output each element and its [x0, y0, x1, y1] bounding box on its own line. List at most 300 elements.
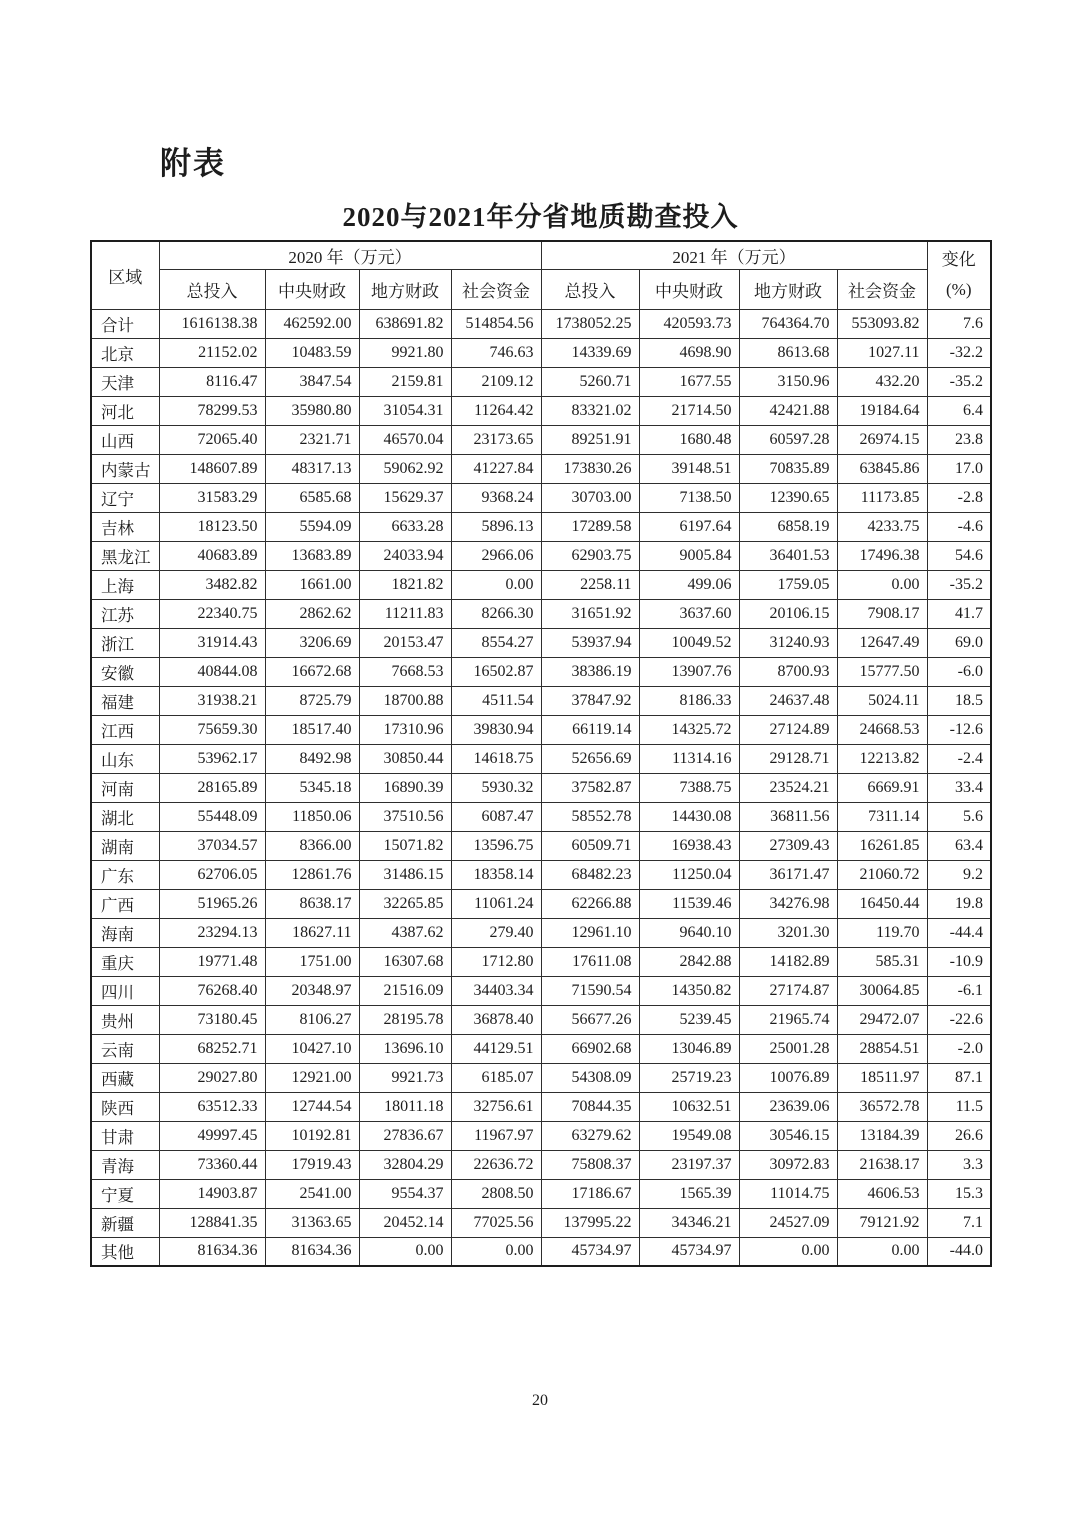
table-row: [91, 309, 991, 338]
value-cell: 25719.23: [639, 1063, 739, 1092]
value-cell: 23294.13: [159, 918, 265, 947]
value-cell: 21516.09: [359, 976, 451, 1005]
value-cell: 9005.84: [639, 541, 739, 570]
change-cell: 11.5: [927, 1092, 991, 1121]
region-cell: 海南: [91, 918, 159, 947]
value-cell: 1712.80: [451, 947, 541, 976]
region-cell: 广西: [91, 889, 159, 918]
value-cell: 17310.96: [359, 715, 451, 744]
change-cell: 3.3: [927, 1150, 991, 1179]
sub-header-local-2020: 地方财政: [359, 269, 451, 309]
change-cell: 7.1: [927, 1208, 991, 1237]
value-cell: 75659.30: [159, 715, 265, 744]
value-cell: 63845.86: [837, 454, 927, 483]
investment-table: [90, 240, 992, 1267]
value-cell: 75808.37: [541, 1150, 639, 1179]
value-cell: 71590.54: [541, 976, 639, 1005]
value-cell: 8366.00: [265, 831, 359, 860]
value-cell: 63279.62: [541, 1121, 639, 1150]
change-cell: 54.6: [927, 541, 991, 570]
value-cell: 48317.13: [265, 454, 359, 483]
change-cell: 5.6: [927, 802, 991, 831]
value-cell: 68252.71: [159, 1034, 265, 1063]
value-cell: 18517.40: [265, 715, 359, 744]
table-row: [91, 1063, 991, 1092]
value-cell: 30064.85: [837, 976, 927, 1005]
value-cell: 14903.87: [159, 1179, 265, 1208]
region-cell: 辽宁: [91, 483, 159, 512]
value-cell: 70844.35: [541, 1092, 639, 1121]
value-cell: 5896.13: [451, 512, 541, 541]
value-cell: 3637.60: [639, 599, 739, 628]
table-row: [91, 1208, 991, 1237]
value-cell: 13046.89: [639, 1034, 739, 1063]
region-cell: 河南: [91, 773, 159, 802]
value-cell: 10632.51: [639, 1092, 739, 1121]
table-row: [91, 1150, 991, 1179]
value-cell: 8116.47: [159, 367, 265, 396]
change-cell: 18.5: [927, 686, 991, 715]
value-cell: 25001.28: [739, 1034, 837, 1063]
value-cell: 14339.69: [541, 338, 639, 367]
value-cell: 420593.73: [639, 309, 739, 338]
value-cell: 45734.97: [541, 1237, 639, 1266]
value-cell: 137995.22: [541, 1208, 639, 1237]
value-cell: 8186.33: [639, 686, 739, 715]
table-row: [91, 367, 991, 396]
change-cell: -4.6: [927, 512, 991, 541]
change-cell: -10.9: [927, 947, 991, 976]
region-cell: 西藏: [91, 1063, 159, 1092]
value-cell: 8638.17: [265, 889, 359, 918]
value-cell: 5345.18: [265, 773, 359, 802]
value-cell: 119.70: [837, 918, 927, 947]
value-cell: 31914.43: [159, 628, 265, 657]
value-cell: 6858.19: [739, 512, 837, 541]
value-cell: 39830.94: [451, 715, 541, 744]
region-cell: 江苏: [91, 599, 159, 628]
value-cell: 10192.81: [265, 1121, 359, 1150]
value-cell: 21714.50: [639, 396, 739, 425]
value-cell: 11264.42: [451, 396, 541, 425]
value-cell: 35980.80: [265, 396, 359, 425]
table-row: [91, 686, 991, 715]
value-cell: 73180.45: [159, 1005, 265, 1034]
value-cell: 27124.89: [739, 715, 837, 744]
table-row: [91, 657, 991, 686]
value-cell: 11061.24: [451, 889, 541, 918]
value-cell: 1661.00: [265, 570, 359, 599]
table-row: [91, 802, 991, 831]
value-cell: 2258.11: [541, 570, 639, 599]
value-cell: 5239.45: [639, 1005, 739, 1034]
table-row: [91, 570, 991, 599]
change-cell: -35.2: [927, 570, 991, 599]
value-cell: 11314.16: [639, 744, 739, 773]
change-cell: 63.4: [927, 831, 991, 860]
value-cell: 31938.21: [159, 686, 265, 715]
value-cell: 553093.82: [837, 309, 927, 338]
value-cell: 16938.43: [639, 831, 739, 860]
change-header-unit: (%): [946, 280, 972, 300]
change-cell: 9.2: [927, 860, 991, 889]
value-cell: 18627.11: [265, 918, 359, 947]
value-cell: 24637.48: [739, 686, 837, 715]
value-cell: 40844.08: [159, 657, 265, 686]
value-cell: 21965.74: [739, 1005, 837, 1034]
region-cell: 甘肃: [91, 1121, 159, 1150]
value-cell: 10076.89: [739, 1063, 837, 1092]
value-cell: 3206.69: [265, 628, 359, 657]
value-cell: 66119.14: [541, 715, 639, 744]
value-cell: 2159.81: [359, 367, 451, 396]
value-cell: 5024.11: [837, 686, 927, 715]
change-cell: -6.1: [927, 976, 991, 1005]
value-cell: 2321.71: [265, 425, 359, 454]
value-cell: 1677.55: [639, 367, 739, 396]
table-row: [91, 338, 991, 367]
change-cell: -35.2: [927, 367, 991, 396]
value-cell: 38386.19: [541, 657, 639, 686]
region-cell: 安徽: [91, 657, 159, 686]
value-cell: 60509.71: [541, 831, 639, 860]
value-cell: 1751.00: [265, 947, 359, 976]
table-header: [91, 241, 991, 309]
table-row: [91, 1121, 991, 1150]
value-cell: 31363.65: [265, 1208, 359, 1237]
value-cell: 45734.97: [639, 1237, 739, 1266]
region-cell: 湖北: [91, 802, 159, 831]
value-cell: 23197.37: [639, 1150, 739, 1179]
value-cell: 462592.00: [265, 309, 359, 338]
value-cell: 31054.31: [359, 396, 451, 425]
value-cell: 638691.82: [359, 309, 451, 338]
change-cell: -12.6: [927, 715, 991, 744]
sub-header-total-2020: 总投入: [159, 269, 265, 309]
value-cell: 52656.69: [541, 744, 639, 773]
value-cell: 23173.65: [451, 425, 541, 454]
table-row: [91, 773, 991, 802]
value-cell: 3150.96: [739, 367, 837, 396]
value-cell: 3847.54: [265, 367, 359, 396]
table-row: [91, 744, 991, 773]
value-cell: 6197.64: [639, 512, 739, 541]
value-cell: 24668.53: [837, 715, 927, 744]
value-cell: 11173.85: [837, 483, 927, 512]
region-cell: 云南: [91, 1034, 159, 1063]
region-cell: 新疆: [91, 1208, 159, 1237]
value-cell: 5260.71: [541, 367, 639, 396]
value-cell: 16672.68: [265, 657, 359, 686]
value-cell: 11211.83: [359, 599, 451, 628]
value-cell: 83321.02: [541, 396, 639, 425]
value-cell: 30972.83: [739, 1150, 837, 1179]
value-cell: 72065.40: [159, 425, 265, 454]
value-cell: 37034.57: [159, 831, 265, 860]
value-cell: 18011.18: [359, 1092, 451, 1121]
value-cell: 32265.85: [359, 889, 451, 918]
value-cell: 36171.47: [739, 860, 837, 889]
table-row: [91, 1034, 991, 1063]
value-cell: 4511.54: [451, 686, 541, 715]
value-cell: 9921.73: [359, 1063, 451, 1092]
value-cell: 53937.94: [541, 628, 639, 657]
value-cell: 11539.46: [639, 889, 739, 918]
value-cell: 21638.17: [837, 1150, 927, 1179]
value-cell: 2109.12: [451, 367, 541, 396]
value-cell: 28854.51: [837, 1034, 927, 1063]
value-cell: 2862.62: [265, 599, 359, 628]
value-cell: 13596.75: [451, 831, 541, 860]
value-cell: 2842.88: [639, 947, 739, 976]
value-cell: 37510.56: [359, 802, 451, 831]
table-row: [91, 541, 991, 570]
value-cell: 6633.28: [359, 512, 451, 541]
region-cell: 宁夏: [91, 1179, 159, 1208]
value-cell: 8106.27: [265, 1005, 359, 1034]
value-cell: 18123.50: [159, 512, 265, 541]
value-cell: 36811.56: [739, 802, 837, 831]
value-cell: 9921.80: [359, 338, 451, 367]
year-2021-group-header: 2021 年（万元）: [541, 241, 927, 269]
value-cell: 2808.50: [451, 1179, 541, 1208]
table-row: [91, 860, 991, 889]
value-cell: 66902.68: [541, 1034, 639, 1063]
value-cell: 1821.82: [359, 570, 451, 599]
table-row: [91, 715, 991, 744]
value-cell: 56677.26: [541, 1005, 639, 1034]
table-row: [91, 512, 991, 541]
change-cell: -44.4: [927, 918, 991, 947]
value-cell: 70835.89: [739, 454, 837, 483]
value-cell: 14325.72: [639, 715, 739, 744]
table-body: [91, 309, 991, 1266]
value-cell: 1565.39: [639, 1179, 739, 1208]
value-cell: 62266.88: [541, 889, 639, 918]
change-cell: -32.2: [927, 338, 991, 367]
value-cell: 2541.00: [265, 1179, 359, 1208]
value-cell: 31486.15: [359, 860, 451, 889]
value-cell: 31240.93: [739, 628, 837, 657]
value-cell: 1616138.38: [159, 309, 265, 338]
value-cell: 15777.50: [837, 657, 927, 686]
value-cell: 17919.43: [265, 1150, 359, 1179]
value-cell: 1027.11: [837, 338, 927, 367]
value-cell: 12961.10: [541, 918, 639, 947]
change-cell: -22.6: [927, 1005, 991, 1034]
page-number: 20: [532, 1392, 548, 1409]
value-cell: 4233.75: [837, 512, 927, 541]
value-cell: 26974.15: [837, 425, 927, 454]
region-cell: 青海: [91, 1150, 159, 1179]
value-cell: 55448.09: [159, 802, 265, 831]
value-cell: 14430.08: [639, 802, 739, 831]
value-cell: 4606.53: [837, 1179, 927, 1208]
change-column-header: [927, 241, 991, 309]
region-cell: 四川: [91, 976, 159, 1005]
value-cell: 7668.53: [359, 657, 451, 686]
value-cell: 22636.72: [451, 1150, 541, 1179]
value-cell: 8700.93: [739, 657, 837, 686]
value-cell: 8725.79: [265, 686, 359, 715]
value-cell: 23524.21: [739, 773, 837, 802]
value-cell: 1759.05: [739, 570, 837, 599]
value-cell: 59062.92: [359, 454, 451, 483]
value-cell: 28165.89: [159, 773, 265, 802]
table-row: [91, 396, 991, 425]
value-cell: 27174.87: [739, 976, 837, 1005]
value-cell: 17186.67: [541, 1179, 639, 1208]
value-cell: 31651.92: [541, 599, 639, 628]
region-cell: 湖南: [91, 831, 159, 860]
sub-header-total-2021: 总投入: [541, 269, 639, 309]
change-cell: 7.6: [927, 309, 991, 338]
value-cell: 18511.97: [837, 1063, 927, 1092]
value-cell: 279.40: [451, 918, 541, 947]
change-cell: -44.0: [927, 1237, 991, 1266]
value-cell: 76268.40: [159, 976, 265, 1005]
value-cell: 15071.82: [359, 831, 451, 860]
table-row: [91, 425, 991, 454]
value-cell: 11967.97: [451, 1121, 541, 1150]
value-cell: 1738052.25: [541, 309, 639, 338]
table-row: [91, 628, 991, 657]
value-cell: 24033.94: [359, 541, 451, 570]
value-cell: 0.00: [739, 1237, 837, 1266]
value-cell: 10483.59: [265, 338, 359, 367]
attachment-label: 附表: [160, 146, 226, 181]
value-cell: 12390.65: [739, 483, 837, 512]
change-cell: -2.0: [927, 1034, 991, 1063]
region-cell: 河北: [91, 396, 159, 425]
value-cell: 9554.37: [359, 1179, 451, 1208]
change-header-label: 变化: [941, 250, 976, 270]
sub-header-social-2020: 社会资金: [451, 269, 541, 309]
table-row: [91, 1092, 991, 1121]
value-cell: 16502.87: [451, 657, 541, 686]
value-cell: 39148.51: [639, 454, 739, 483]
value-cell: 2966.06: [451, 541, 541, 570]
table-row: [91, 831, 991, 860]
value-cell: 22340.75: [159, 599, 265, 628]
value-cell: 34346.21: [639, 1208, 739, 1237]
value-cell: 34403.34: [451, 976, 541, 1005]
value-cell: 21152.02: [159, 338, 265, 367]
value-cell: 16307.68: [359, 947, 451, 976]
value-cell: 32756.61: [451, 1092, 541, 1121]
change-cell: -6.0: [927, 657, 991, 686]
region-cell: 天津: [91, 367, 159, 396]
value-cell: 81634.36: [265, 1237, 359, 1266]
value-cell: 5930.32: [451, 773, 541, 802]
value-cell: 13184.39: [837, 1121, 927, 1150]
value-cell: 21060.72: [837, 860, 927, 889]
value-cell: 7311.14: [837, 802, 927, 831]
value-cell: 37847.92: [541, 686, 639, 715]
value-cell: 73360.44: [159, 1150, 265, 1179]
value-cell: 9368.24: [451, 483, 541, 512]
value-cell: 79121.92: [837, 1208, 927, 1237]
value-cell: 30850.44: [359, 744, 451, 773]
value-cell: 62706.05: [159, 860, 265, 889]
change-cell: 87.1: [927, 1063, 991, 1092]
value-cell: 20452.14: [359, 1208, 451, 1237]
value-cell: 63512.33: [159, 1092, 265, 1121]
change-cell: 41.7: [927, 599, 991, 628]
region-cell: 吉林: [91, 512, 159, 541]
region-cell: 陕西: [91, 1092, 159, 1121]
value-cell: 13683.89: [265, 541, 359, 570]
value-cell: 27309.43: [739, 831, 837, 860]
value-cell: 53962.17: [159, 744, 265, 773]
value-cell: 4698.90: [639, 338, 739, 367]
value-cell: 11850.06: [265, 802, 359, 831]
value-cell: 16450.44: [837, 889, 927, 918]
value-cell: 746.63: [451, 338, 541, 367]
value-cell: 173830.26: [541, 454, 639, 483]
value-cell: 20153.47: [359, 628, 451, 657]
value-cell: 514854.56: [451, 309, 541, 338]
value-cell: 0.00: [451, 1237, 541, 1266]
change-cell: 69.0: [927, 628, 991, 657]
value-cell: 30703.00: [541, 483, 639, 512]
value-cell: 46570.04: [359, 425, 451, 454]
change-cell: 26.6: [927, 1121, 991, 1150]
region-cell: 山东: [91, 744, 159, 773]
table-row: [91, 976, 991, 1005]
value-cell: 10427.10: [265, 1034, 359, 1063]
value-cell: 17496.38: [837, 541, 927, 570]
value-cell: 12647.49: [837, 628, 927, 657]
value-cell: 54308.09: [541, 1063, 639, 1092]
value-cell: 78299.53: [159, 396, 265, 425]
change-cell: 33.4: [927, 773, 991, 802]
region-cell: 福建: [91, 686, 159, 715]
value-cell: 499.06: [639, 570, 739, 599]
value-cell: 128841.35: [159, 1208, 265, 1237]
table-row: [91, 454, 991, 483]
value-cell: 31583.29: [159, 483, 265, 512]
sub-header-central-2020: 中央财政: [265, 269, 359, 309]
table-row: [91, 599, 991, 628]
change-cell: 6.4: [927, 396, 991, 425]
value-cell: 17611.08: [541, 947, 639, 976]
value-cell: 30546.15: [739, 1121, 837, 1150]
change-cell: -2.8: [927, 483, 991, 512]
value-cell: 14618.75: [451, 744, 541, 773]
change-cell: 17.0: [927, 454, 991, 483]
value-cell: 17289.58: [541, 512, 639, 541]
value-cell: 8492.98: [265, 744, 359, 773]
value-cell: 44129.51: [451, 1034, 541, 1063]
value-cell: 7138.50: [639, 483, 739, 512]
value-cell: 19184.64: [837, 396, 927, 425]
region-cell: 浙江: [91, 628, 159, 657]
value-cell: 0.00: [359, 1237, 451, 1266]
value-cell: 41227.84: [451, 454, 541, 483]
value-cell: 15629.37: [359, 483, 451, 512]
value-cell: 13907.76: [639, 657, 739, 686]
value-cell: 14350.82: [639, 976, 739, 1005]
value-cell: 29027.80: [159, 1063, 265, 1092]
value-cell: 40683.89: [159, 541, 265, 570]
table-row: [91, 1237, 991, 1266]
value-cell: 11014.75: [739, 1179, 837, 1208]
region-cell: 江西: [91, 715, 159, 744]
value-cell: 14182.89: [739, 947, 837, 976]
value-cell: 34276.98: [739, 889, 837, 918]
value-cell: 19771.48: [159, 947, 265, 976]
